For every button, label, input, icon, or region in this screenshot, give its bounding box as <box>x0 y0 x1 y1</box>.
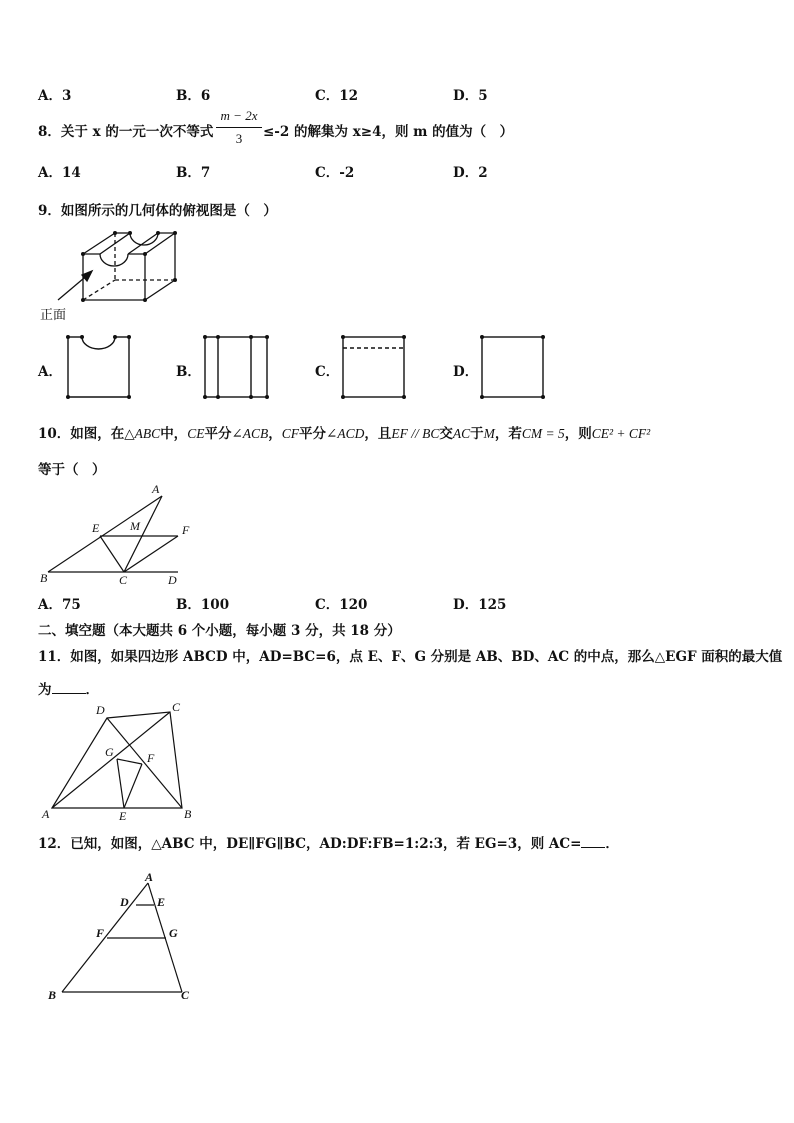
q8-option-c: C．-2 <box>315 165 355 181</box>
q12-label-f: F <box>96 926 105 940</box>
q11-label-c: C <box>172 700 181 714</box>
q10-stem-line2: 等于（ ） <box>38 462 106 478</box>
q12-label-g: G <box>169 926 178 940</box>
q11-stem-line1: 11．如图，如果四边形 ABCD 中，AD=BC=6，点 E、F、G 分别是 AB、BD、AC 的中点，那么△EGF 面积的最大值 <box>38 649 783 665</box>
q12-label-c: C <box>181 988 190 1002</box>
q12-label-a: A <box>145 870 154 884</box>
section-title: 二、填空题（本大题共 6 个小题，每小题 3 分，共 18 分） <box>38 623 401 639</box>
q10-label-c: C <box>119 573 128 587</box>
q11-label-e: E <box>119 809 127 823</box>
q8-stem-suffix: ≤-2 的解集为 x≥4，则 m 的值为（ ） <box>263 124 514 140</box>
q11-label-d: D <box>96 703 105 717</box>
q12-stem: 12．已知，如图，△ABC 中，DE∥FG∥BC，AD:DF:FB=1:2:3，若 EG=3，则 AC= ． <box>38 836 619 852</box>
q10-label-d: D <box>168 573 177 587</box>
q12-label-e: E <box>157 895 166 909</box>
q8-denominator: 3 <box>235 131 243 146</box>
q10-label-b: B <box>40 571 48 585</box>
q9-option-b: B． <box>176 364 201 380</box>
q8-option-a: A．14 <box>38 165 81 181</box>
q7-option-d: D．5 <box>453 88 488 104</box>
q12-label-d: D <box>120 895 129 909</box>
q10-option-a: A．75 <box>38 597 81 613</box>
q9-stem: 9．如图所示的几何体的俯视图是（ ） <box>38 203 277 219</box>
q10-label-m: M <box>130 519 140 533</box>
q11-label-b: B <box>184 807 192 821</box>
q7-option-c: C．12 <box>315 88 359 104</box>
q8-numerator: m − 2x <box>220 108 258 123</box>
q10-label-f: F <box>182 523 190 537</box>
q11-stem-line2: 为 ． <box>38 682 99 698</box>
q7-option-b: B．6 <box>176 88 211 104</box>
q7-option-a: A．3 <box>38 88 72 104</box>
q10-label-e: E <box>92 521 100 535</box>
q11-label-f: F <box>147 751 155 765</box>
q10-option-c: C．120 <box>315 597 368 613</box>
q10-option-b: B．100 <box>176 597 230 613</box>
q11-label-a: A <box>42 807 50 821</box>
q12-label-b: B <box>48 988 57 1002</box>
q10-label-a: A <box>152 482 160 496</box>
q8-option-d: D．2 <box>453 165 488 181</box>
q9-option-a: A． <box>38 364 62 380</box>
q9-option-d: D． <box>453 364 479 380</box>
q10-option-d: D．125 <box>453 597 507 613</box>
q8-option-b: B．7 <box>176 165 211 181</box>
q11-label-g: G <box>105 745 114 759</box>
q8-stem-prefix: 8．关于 x 的一元一次不等式 <box>38 124 214 140</box>
q9-front-label: 正面 <box>40 308 67 323</box>
q9-option-c: C． <box>315 364 340 380</box>
q10-stem-line1: 10．如图，在△ABC中，CE平分∠ACB，CF平分∠ACD，且EF // BC交AC于M，若CM = 5，则CE² + CF² <box>38 426 651 442</box>
